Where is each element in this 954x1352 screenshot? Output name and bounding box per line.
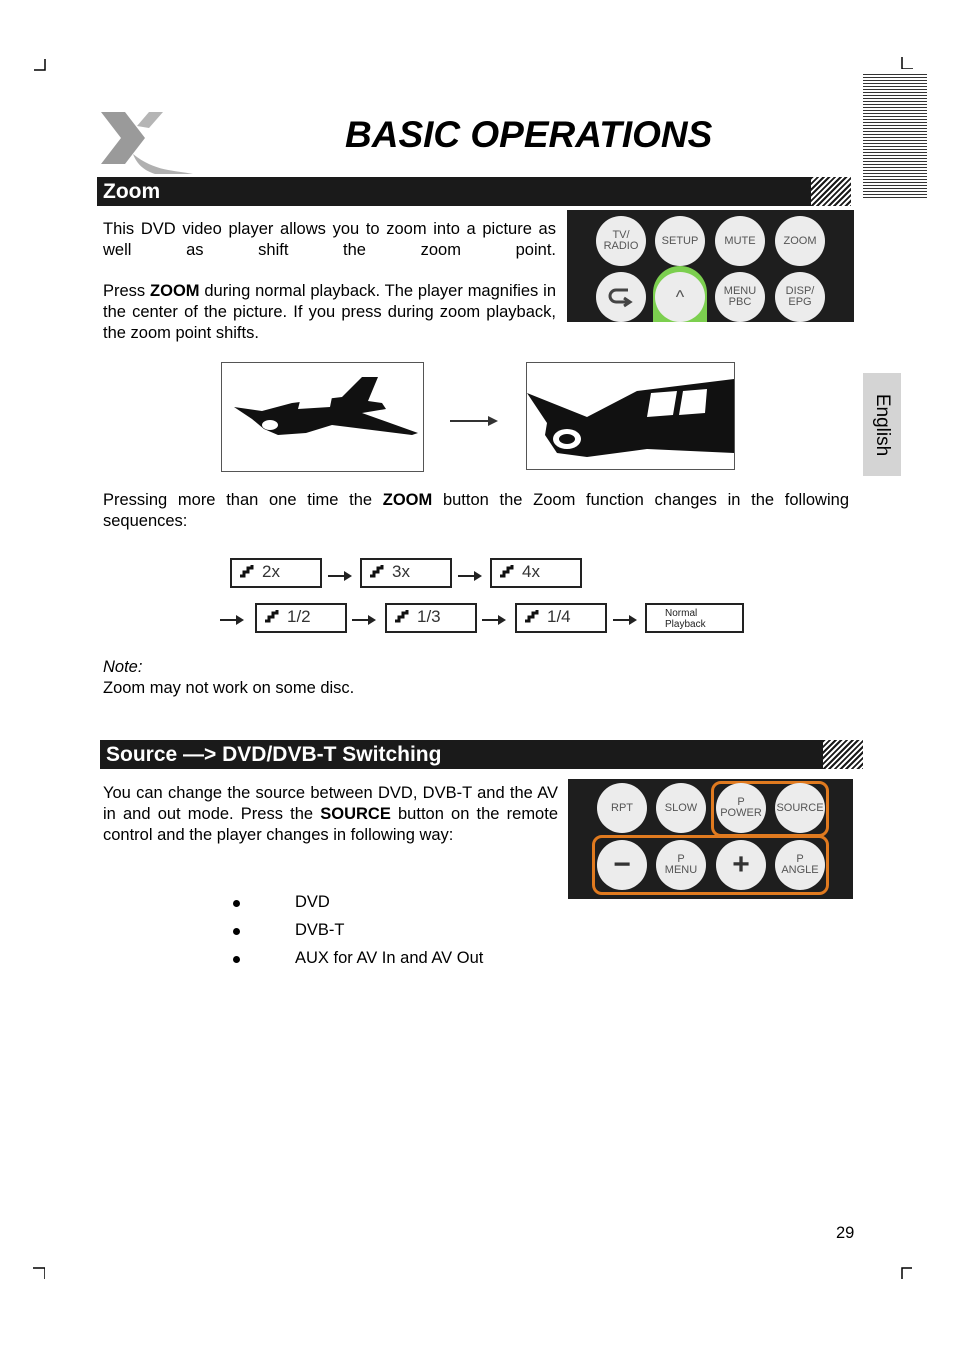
zoom-step-1-3 <box>385 603 477 633</box>
zoom-step-1-4 <box>515 603 607 633</box>
heading-hatch <box>811 177 851 206</box>
source-intro-bold: SOURCE <box>320 805 391 823</box>
zoom-sequence-text <box>103 490 849 532</box>
sequence-arrow-icon <box>482 614 508 626</box>
crop-mark-bottom-right <box>900 1267 912 1279</box>
bullet-dot <box>233 956 240 963</box>
source-intro-text <box>103 783 558 846</box>
page-title: BASIC OPERATIONS <box>345 114 713 155</box>
disp-epg-button: DISP/ EPG <box>775 272 825 322</box>
zoom-press-after: during normal playback. The player magnifies in the center of the picture. If you press during zoom playback, the zoom point shifts. <box>103 282 556 342</box>
up-button: ^ <box>655 272 705 322</box>
airplane-large-icon <box>527 363 734 469</box>
zoom-step-label: 4x <box>522 562 540 581</box>
crop-mark-top-left <box>34 59 46 71</box>
zoom-step-label: 1/4 <box>547 607 571 626</box>
zoom-step-3x <box>360 558 452 588</box>
sequence-arrow-icon <box>328 570 354 582</box>
zoom-seq-bold: ZOOM <box>382 491 433 509</box>
sequence-arrow-icon <box>458 570 484 582</box>
bullet-dot <box>233 928 240 935</box>
tv-radio-button: TV/ RADIO <box>596 216 646 266</box>
return-button <box>596 272 646 322</box>
mute-button: MUTE <box>715 216 765 266</box>
rpt-button: RPT <box>597 783 647 833</box>
list-item-text: DVB-T <box>295 921 345 939</box>
minus-button: − <box>597 840 647 890</box>
zoom-remote-image <box>567 210 854 322</box>
brand-logo-icon <box>95 108 195 176</box>
list-item-text: AUX for AV In and AV Out <box>295 949 484 967</box>
source-button: SOURCE <box>775 783 825 833</box>
zoom-press-before: Press <box>103 282 151 300</box>
sequence-arrow-icon <box>613 614 639 626</box>
menu-pbc-button: MENU PBC <box>715 272 765 322</box>
note-label: Note: <box>103 658 143 676</box>
airplane-normal-image <box>221 362 424 472</box>
zoom-step-2x <box>230 558 322 588</box>
zoom-press-text <box>103 281 556 344</box>
zoom-step-icon <box>238 564 256 578</box>
p-angle-button: P ANGLE <box>775 840 825 890</box>
p-menu-button: P MENU <box>656 840 706 890</box>
airplane-small-icon <box>222 363 423 471</box>
zoom-step-icon <box>263 609 281 623</box>
zoom-step-normal-playback <box>645 603 744 633</box>
language-tab-label: English <box>872 393 894 456</box>
plus-button: + <box>716 840 766 890</box>
slow-button: SLOW <box>656 783 706 833</box>
source-section-heading <box>100 740 863 769</box>
page-number: 29 <box>836 1224 855 1242</box>
bullet-dot <box>233 900 240 907</box>
zoom-step-icon <box>523 609 541 623</box>
return-icon <box>608 286 634 308</box>
note-text: Zoom may not work on some disc. <box>103 679 355 697</box>
zoom-step-label: 3x <box>392 562 410 581</box>
zoom-seq-after: button the Zoom function changes in the following sequences: <box>103 491 849 530</box>
list-item-text: DVD <box>295 893 330 911</box>
zoom-step-4x <box>490 558 582 588</box>
zoom-heading-text: Zoom <box>103 180 161 203</box>
sequence-arrow-icon <box>352 614 378 626</box>
zoom-intro-text: This DVD video player allows you to zoom into a picture as well as shift the zoom point. <box>103 220 556 259</box>
crop-mark-top-right <box>901 57 913 69</box>
airplane-zoomed-image <box>526 362 735 470</box>
zoom-step-icon <box>498 564 516 578</box>
p-power-button: P POWER <box>716 783 766 833</box>
source-intro-after: button on the remote control and the player changes in following way: <box>103 805 558 844</box>
source-heading-text: Source —> DVD/DVB-T Switching <box>106 743 442 766</box>
source-intro-before: You can change the source between DVD, DVB-T and the AV in and out mode. Press the <box>103 784 558 823</box>
zoom-seq-before: Pressing more than one time the <box>103 491 383 509</box>
zoom-press-bold: ZOOM <box>150 282 200 300</box>
zoom-button: ZOOM <box>775 216 825 266</box>
setup-button: SETUP <box>655 216 705 266</box>
heading-hatch <box>823 740 863 769</box>
normal-playback-label: Normal Playback <box>665 608 706 630</box>
zoom-step-icon <box>393 609 411 623</box>
zoom-section-heading <box>97 177 851 206</box>
sequence-arrow-icon <box>220 614 246 626</box>
language-side-tab <box>863 373 901 476</box>
zoom-arrow-icon <box>450 414 500 428</box>
zoom-step-label: 2x <box>262 562 280 581</box>
zoom-step-icon <box>368 564 386 578</box>
crop-mark-bottom-left <box>33 1267 45 1279</box>
source-remote-image <box>568 779 853 899</box>
zoom-step-label: 1/3 <box>417 607 441 626</box>
stripe-decoration <box>863 72 927 200</box>
zoom-step-1-2 <box>255 603 347 633</box>
zoom-step-label: 1/2 <box>287 607 311 626</box>
